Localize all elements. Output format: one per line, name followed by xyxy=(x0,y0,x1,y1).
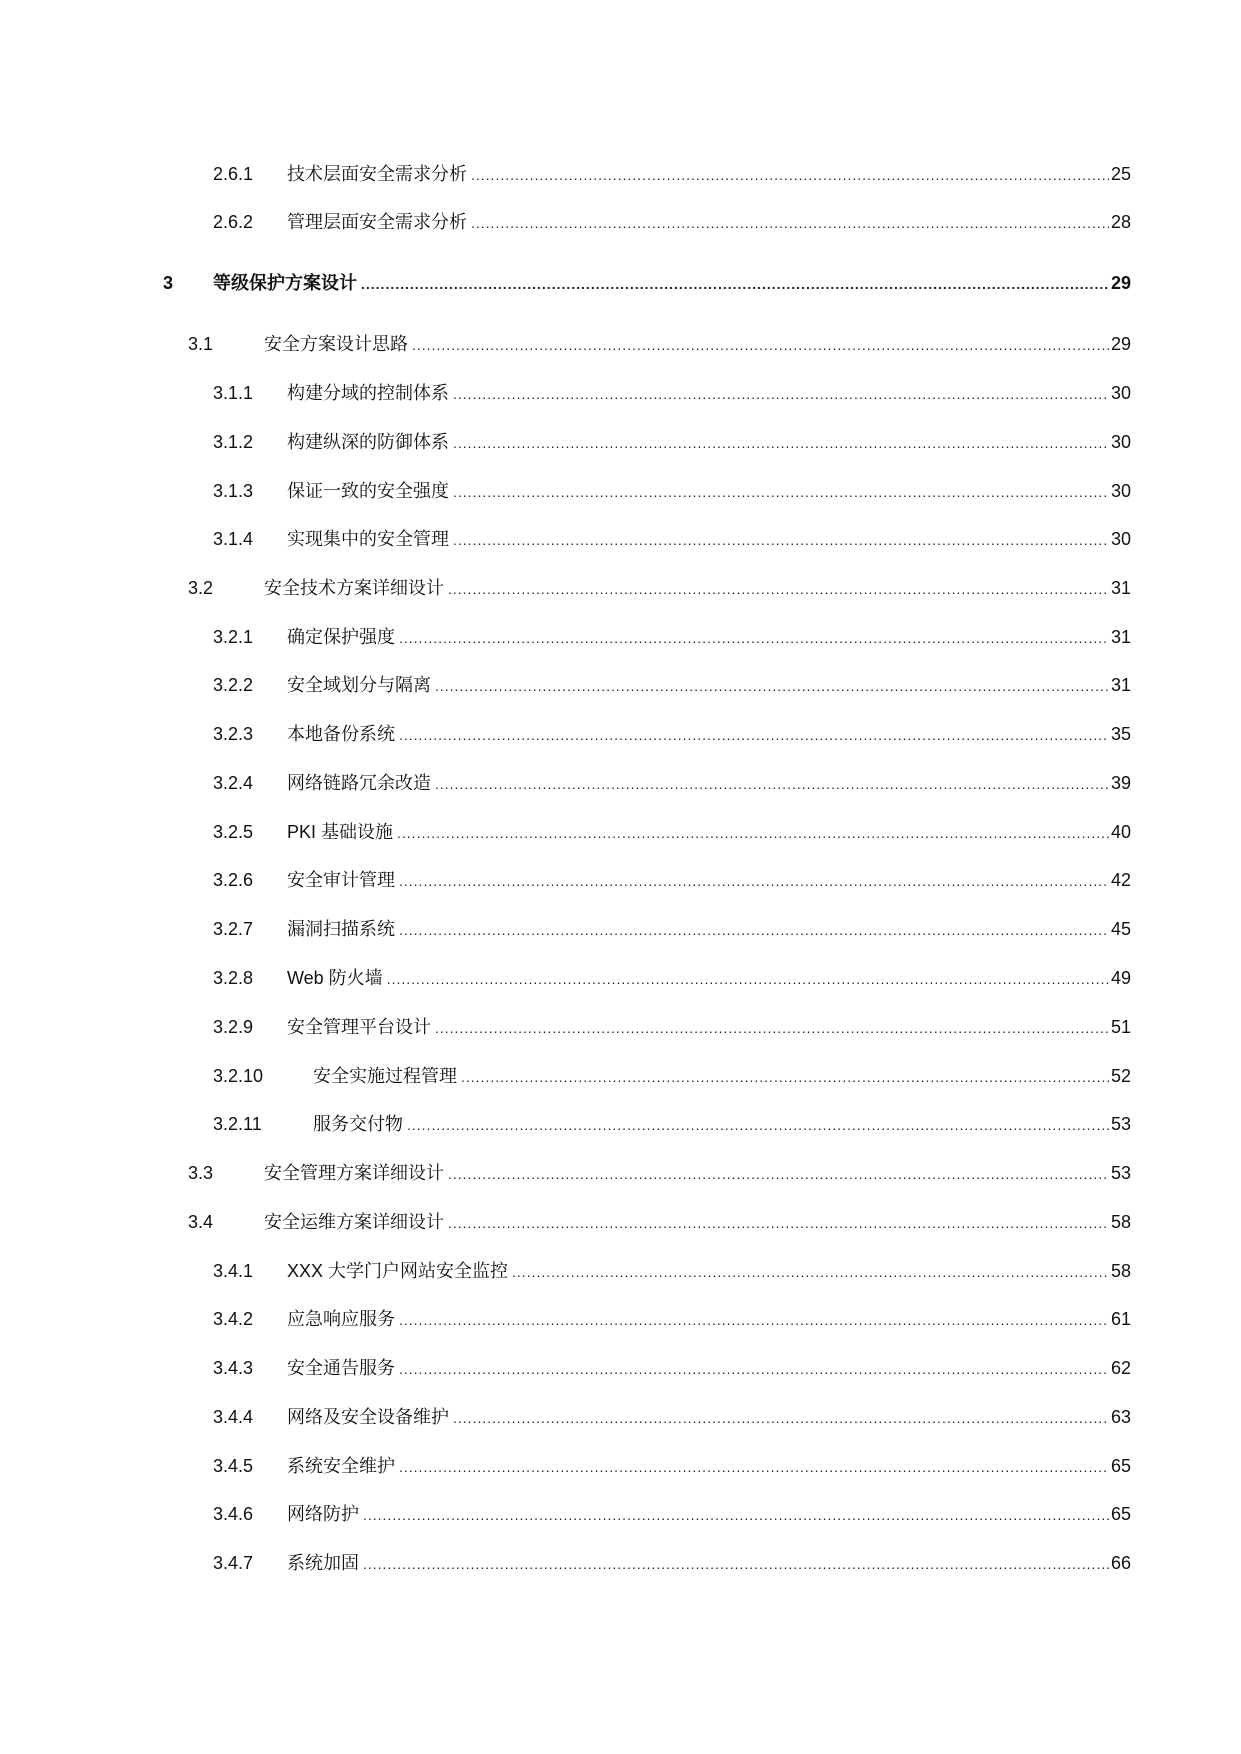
dot-leader xyxy=(453,379,1109,409)
dot-leader xyxy=(399,1354,1109,1384)
toc-entry-3-1-3[interactable] xyxy=(213,476,1131,506)
dot-leader xyxy=(361,269,1109,299)
toc-number: 3.4.1 xyxy=(213,1261,254,1281)
toc-entry-3-1-4[interactable] xyxy=(213,524,1131,554)
toc-entry-3-4-7[interactable] xyxy=(213,1548,1131,1578)
dot-leader xyxy=(399,720,1109,750)
toc-number: 3.4 xyxy=(188,1212,214,1232)
toc-title: 安全域划分与隔离 xyxy=(287,675,431,695)
toc-entry-3-2-6[interactable] xyxy=(213,865,1131,895)
toc-number: 3.2.2 xyxy=(213,675,254,695)
toc-title: 安全管理平台设计 xyxy=(287,1017,431,1037)
toc-title: 网络链路冗余改造 xyxy=(287,773,431,793)
toc-number: 3 xyxy=(163,273,174,293)
toc-title: 安全技术方案详细设计 xyxy=(264,578,444,598)
toc-entry-3-4-6[interactable] xyxy=(213,1499,1131,1529)
toc-number: 3.4.7 xyxy=(213,1553,254,1573)
toc-page-number: 45 xyxy=(1110,919,1131,939)
toc-page-number: 65 xyxy=(1110,1504,1131,1524)
toc-title: 安全方案设计思路 xyxy=(264,334,408,354)
toc-entry-3-2-4[interactable] xyxy=(213,768,1131,798)
toc-title: 构建纵深的防御体系 xyxy=(287,432,449,452)
toc-page-number: 66 xyxy=(1110,1553,1131,1573)
toc-number: 3.1.2 xyxy=(213,432,254,452)
toc-page-number: 30 xyxy=(1110,432,1131,452)
toc-page-number: 25 xyxy=(1110,164,1131,184)
toc-number: 3.4.3 xyxy=(213,1358,254,1378)
toc-page-number: 29 xyxy=(1110,273,1131,293)
toc-title: 网络及安全设备维护 xyxy=(287,1407,449,1427)
toc-title: Web 防火墙 xyxy=(287,968,383,988)
toc-entry-3-2-7[interactable] xyxy=(213,914,1131,944)
toc-number: 3.2.8 xyxy=(213,968,254,988)
dot-leader xyxy=(448,574,1109,604)
toc-title: 管理层面安全需求分析 xyxy=(287,212,467,232)
toc-title: 安全运维方案详细设计 xyxy=(264,1212,444,1232)
toc-title: PKI 基础设施 xyxy=(287,822,394,842)
toc-number: 3.2.5 xyxy=(213,822,254,842)
toc-title: 安全通告服务 xyxy=(287,1358,395,1378)
toc-entry-3-2-1[interactable] xyxy=(213,622,1131,652)
toc-title: 服务交付物 xyxy=(313,1114,403,1134)
dot-leader xyxy=(435,1013,1109,1043)
toc-entry-3-2-8[interactable] xyxy=(213,963,1131,993)
dot-leader xyxy=(399,866,1109,896)
dot-leader xyxy=(453,428,1109,458)
toc-entry-2-6-2[interactable] xyxy=(213,207,1131,237)
toc-number: 3.2.9 xyxy=(213,1017,254,1037)
toc-title: XXX 大学门户网站安全监控 xyxy=(287,1261,509,1281)
toc-title: 网络防护 xyxy=(287,1504,359,1524)
toc-number: 3.2.4 xyxy=(213,773,254,793)
dot-leader xyxy=(435,671,1109,701)
dot-leader xyxy=(461,1062,1109,1092)
dot-leader xyxy=(453,477,1109,507)
toc-page-number: 52 xyxy=(1110,1066,1131,1086)
dot-leader xyxy=(407,1110,1109,1140)
toc-number: 3.2.6 xyxy=(213,870,254,890)
toc-number: 3.1.4 xyxy=(213,529,254,549)
toc-page-number: 53 xyxy=(1110,1163,1131,1183)
dot-leader xyxy=(453,525,1109,555)
toc-entry-3-2-10[interactable] xyxy=(213,1061,1131,1091)
dot-leader xyxy=(412,330,1109,360)
toc-page-number: 31 xyxy=(1110,578,1131,598)
toc-entry-3-2-2[interactable] xyxy=(213,670,1131,700)
dot-leader xyxy=(512,1257,1109,1287)
toc-number: 2.6.1 xyxy=(213,164,254,184)
toc-number: 3.2.1 xyxy=(213,627,254,647)
toc-number: 3.4.2 xyxy=(213,1309,254,1329)
toc-entry-3-2[interactable] xyxy=(188,573,1131,603)
dot-leader xyxy=(399,915,1109,945)
toc-number: 3.2.11 xyxy=(213,1114,262,1134)
toc-entry-3-1[interactable] xyxy=(188,329,1131,359)
toc-entry-2-6-1[interactable] xyxy=(213,159,1131,189)
toc-title: 应急响应服务 xyxy=(287,1309,395,1329)
toc-entry-3-4-2[interactable] xyxy=(213,1304,1131,1334)
toc-entry-3-2-11[interactable] xyxy=(213,1109,1131,1139)
toc-entry-3-1-1[interactable] xyxy=(213,378,1131,408)
toc-page-number: 31 xyxy=(1110,627,1131,647)
toc-title: 安全实施过程管理 xyxy=(313,1066,457,1086)
dot-leader xyxy=(387,964,1109,994)
toc-page-number: 42 xyxy=(1110,870,1131,890)
toc-page-number: 29 xyxy=(1110,334,1131,354)
toc-page-number: 28 xyxy=(1110,212,1131,232)
dot-leader xyxy=(363,1549,1109,1579)
toc-number: 3.4.4 xyxy=(213,1407,254,1427)
toc-page-number: 51 xyxy=(1110,1017,1131,1037)
toc-page-number: 58 xyxy=(1110,1261,1131,1281)
toc-entry-3-1-2[interactable] xyxy=(213,427,1131,457)
toc-number: 3.2.3 xyxy=(213,724,254,744)
toc-page-number: 39 xyxy=(1110,773,1131,793)
toc-entry-3-4[interactable] xyxy=(188,1207,1131,1237)
toc-title: 漏洞扫描系统 xyxy=(287,919,395,939)
toc-page-number: 65 xyxy=(1110,1456,1131,1476)
toc-page-number: 58 xyxy=(1110,1212,1131,1232)
toc-entry-3-3[interactable] xyxy=(188,1158,1131,1188)
dot-leader xyxy=(399,623,1109,653)
toc-title: 构建分域的控制体系 xyxy=(287,383,449,403)
dot-leader xyxy=(448,1159,1109,1189)
dot-leader xyxy=(471,160,1109,190)
toc-entry-3-2-3[interactable] xyxy=(213,719,1131,749)
toc-entry-3-2-9[interactable] xyxy=(213,1012,1131,1042)
toc-entry-3-4-5[interactable] xyxy=(213,1451,1131,1481)
toc-title: 系统安全维护 xyxy=(287,1456,395,1476)
toc-entry-3-2-5[interactable] xyxy=(213,817,1131,847)
toc-page-number: 40 xyxy=(1110,822,1131,842)
toc-number: 3.2.7 xyxy=(213,919,254,939)
toc-page-number: 30 xyxy=(1110,383,1131,403)
toc-title: 系统加固 xyxy=(287,1553,359,1573)
dot-leader xyxy=(453,1403,1109,1433)
toc-number: 3.4.5 xyxy=(213,1456,254,1476)
toc-number: 3.1 xyxy=(188,334,214,354)
toc-page-number: 30 xyxy=(1110,529,1131,549)
dot-leader xyxy=(448,1208,1109,1238)
toc-page-number: 63 xyxy=(1110,1407,1131,1427)
toc-number: 3.3 xyxy=(188,1163,214,1183)
toc-number: 3.1.3 xyxy=(213,481,254,501)
toc-page-number: 30 xyxy=(1110,481,1131,501)
toc-entry-3[interactable] xyxy=(163,268,1131,298)
toc-number: 3.2 xyxy=(188,578,214,598)
toc-page-number: 61 xyxy=(1110,1309,1131,1329)
dot-leader xyxy=(397,818,1109,848)
toc-title: 技术层面安全需求分析 xyxy=(287,164,467,184)
toc-title: 等级保护方案设计 xyxy=(213,273,357,293)
dot-leader xyxy=(363,1500,1109,1530)
toc-title: 确定保护强度 xyxy=(287,627,395,647)
toc-title: 安全管理方案详细设计 xyxy=(264,1163,444,1183)
toc-title: 安全审计管理 xyxy=(287,870,395,890)
toc-number: 3.2.10 xyxy=(213,1066,264,1086)
toc-title: 本地备份系统 xyxy=(287,724,395,744)
toc-page-number: 62 xyxy=(1110,1358,1131,1378)
toc-entry-3-4-1[interactable] xyxy=(213,1256,1131,1286)
toc-number: 2.6.2 xyxy=(213,212,254,232)
toc-page-number: 31 xyxy=(1110,675,1131,695)
toc-title: 实现集中的安全管理 xyxy=(287,529,449,549)
dot-leader xyxy=(435,769,1109,799)
toc-entry-3-4-4[interactable] xyxy=(213,1402,1131,1432)
toc-page-number: 35 xyxy=(1110,724,1131,744)
toc-page-number: 53 xyxy=(1110,1114,1131,1134)
toc-number: 3.1.1 xyxy=(213,383,254,403)
toc-page-number: 49 xyxy=(1110,968,1131,988)
dot-leader xyxy=(399,1452,1109,1482)
dot-leader xyxy=(471,208,1109,238)
toc-entry-3-4-3[interactable] xyxy=(213,1353,1131,1383)
toc-number: 3.4.6 xyxy=(213,1504,254,1524)
dot-leader xyxy=(399,1305,1109,1335)
toc-title: 保证一致的安全强度 xyxy=(287,481,449,501)
